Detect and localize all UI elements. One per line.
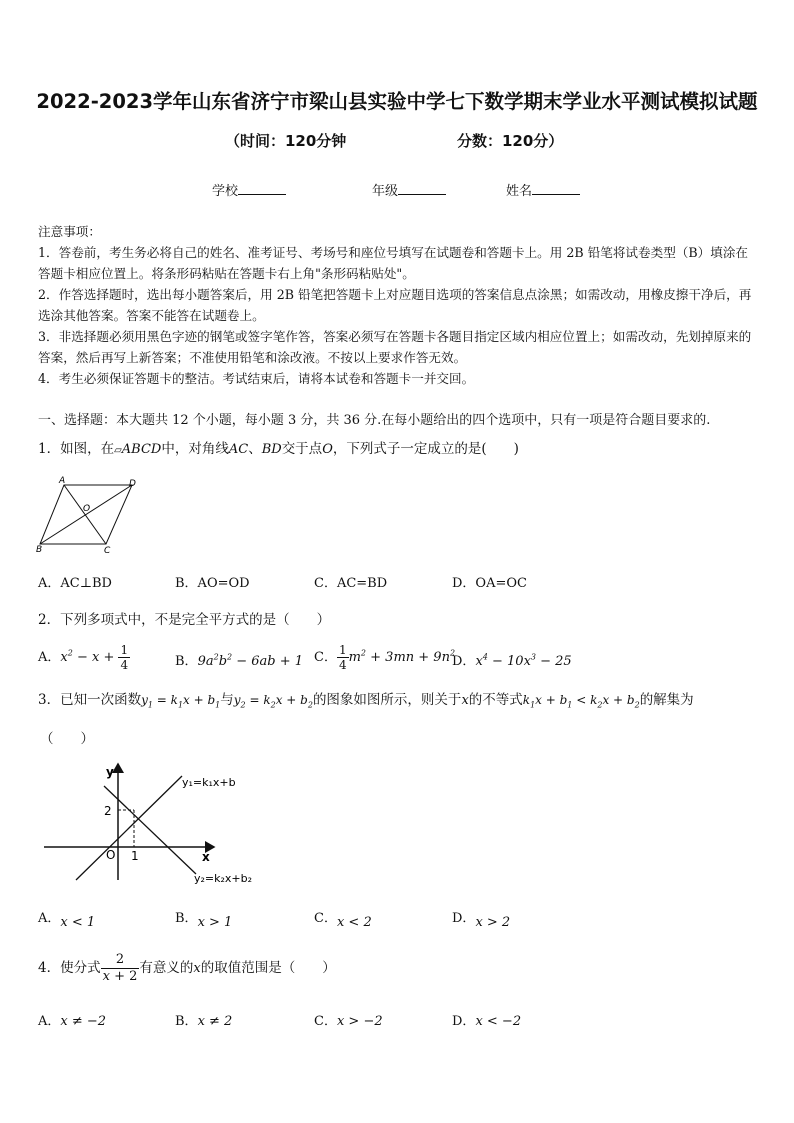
page-title: 2022-2023学年山东省济宁市梁山县实验中学七下数学期末学业水平测试模拟试题 (36, 90, 758, 113)
question-3-stem: 3．已知一次函数$y_1 = k_1x + b_1$与$y_2 = k_2x + b_2$的图象如图所示，则关于x的不等式$k_1x + b_1 < k_2x + b_2$的解集为 (38, 692, 694, 710)
line-y1-label: y₁=k₁x+b (182, 776, 236, 789)
name-field[interactable] (506, 180, 580, 199)
vertex-d-label: D (129, 479, 136, 489)
school-label: 学校 (212, 184, 239, 199)
note-item: 3．非选择题必须用黑色字迹的钢笔或签字笔作答，答案必须写在答题卡各题目指定区域内相应位置上；如需改动，先划掉原来的答案，然后再写上新答案；不准使用铅笔和涂改液。不按以上要求作答无效。 (38, 329, 752, 365)
q3-option-d[interactable]: D．x > 2 (452, 911, 511, 930)
q1-option-c[interactable]: C．AC=BD (314, 576, 388, 591)
note-item: 1．答卷前，考生务必将自己的姓名、准考证号、考场号和座位号填写在试题卷和答题卡上。用 2B 铅笔将试卷类型（B）填涂在答题卡相应位置上。将条形码粘贴在答题卡右上角"条形码粘贴处"。 (38, 245, 749, 281)
school-field[interactable] (212, 180, 286, 199)
q2-option-b[interactable]: B．$9a^2b^2 - 6ab + 1$ (175, 652, 304, 669)
parallelogram-figure (34, 474, 146, 560)
line-y1 (76, 776, 182, 880)
section-heading: 一、选择题：本大题共 12 个小题，每小题 3 分，共 36 分.在每小题给出的四个选项中，只有一项是符合题目要求的. (38, 413, 711, 428)
q1-option-b[interactable]: B．AO=OD (175, 576, 250, 591)
q1-option-a[interactable]: A．AC⊥BD (38, 576, 112, 591)
name-label: 姓名 (506, 184, 533, 199)
vertex-b-label: B (36, 545, 43, 555)
q2-option-c[interactable]: C． $\frac{1}{4}$ $m^2 + 3mn + 9n^2$ (314, 643, 456, 672)
exam-time: （时间：120分钟 (225, 132, 347, 150)
question-4-stem: 4．使分式 $\frac{2}{x + 2}$ 有意义的x的取值范围是（ ） (38, 952, 336, 984)
q4-option-c[interactable]: C．x > −2 (314, 1014, 383, 1029)
grade-field[interactable] (372, 180, 446, 199)
x-axis-label: x (202, 850, 210, 864)
y-axis-label: y (106, 765, 114, 779)
q4-option-b[interactable]: B．x ≠ 2 (175, 1014, 233, 1029)
notes-heading: 注意事项： (38, 224, 101, 239)
q4-option-a[interactable]: A．x ≠ −2 (38, 1014, 107, 1029)
question-2-stem: 2．下列多项式中，不是完全平方式的是（ ） (38, 612, 331, 628)
q3-option-b[interactable]: B．x > 1 (175, 911, 233, 930)
point-o-label: O (83, 504, 91, 514)
tick-2-label: 2 (104, 804, 112, 818)
line-y2-label: y₂=k₂x+b₂ (194, 872, 253, 885)
question-1-stem: 1．如图，在▱ABCD中，对角线AC、BD交于点O，下列式子一定成立的是( ) (38, 441, 519, 457)
origin-label: O (106, 848, 116, 862)
q1-option-d[interactable]: D．OA=OC (452, 576, 527, 591)
q2-option-a[interactable]: A．$x^2 - x$ + $\frac{1}{4}$ (38, 643, 129, 672)
vertex-c-label: C (104, 546, 111, 556)
q3-option-a[interactable]: A．x < 1 (38, 911, 96, 930)
tick-1-label: 1 (131, 849, 139, 863)
q3-option-c[interactable]: C．x < 2 (314, 911, 372, 930)
note-item: 2．作答选择题时，选出每小题答案后，用 2B 铅笔把答题卡上对应题目选项的答案信息点涂黑；如需改动，用橡皮擦干净后，再选涂其他答案。答案不能答在试题卷上。 (38, 287, 752, 323)
notes (38, 221, 760, 389)
vertex-a-label: A (59, 476, 66, 486)
grade-label: 年级 (372, 184, 399, 199)
question-3-paren: （ ） (40, 731, 94, 747)
linear-functions-graph (40, 758, 270, 888)
q2-option-d[interactable]: D．$x^4 - 10x^3 - 25$ (452, 652, 572, 669)
exam-score: 分数：120分） (457, 132, 564, 150)
note-item: 4．考生必须保证答题卡的整洁。考试结束后，请将本试卷和答题卡一并交回。 (38, 371, 475, 386)
q4-option-d[interactable]: D．x < −2 (452, 1014, 522, 1029)
